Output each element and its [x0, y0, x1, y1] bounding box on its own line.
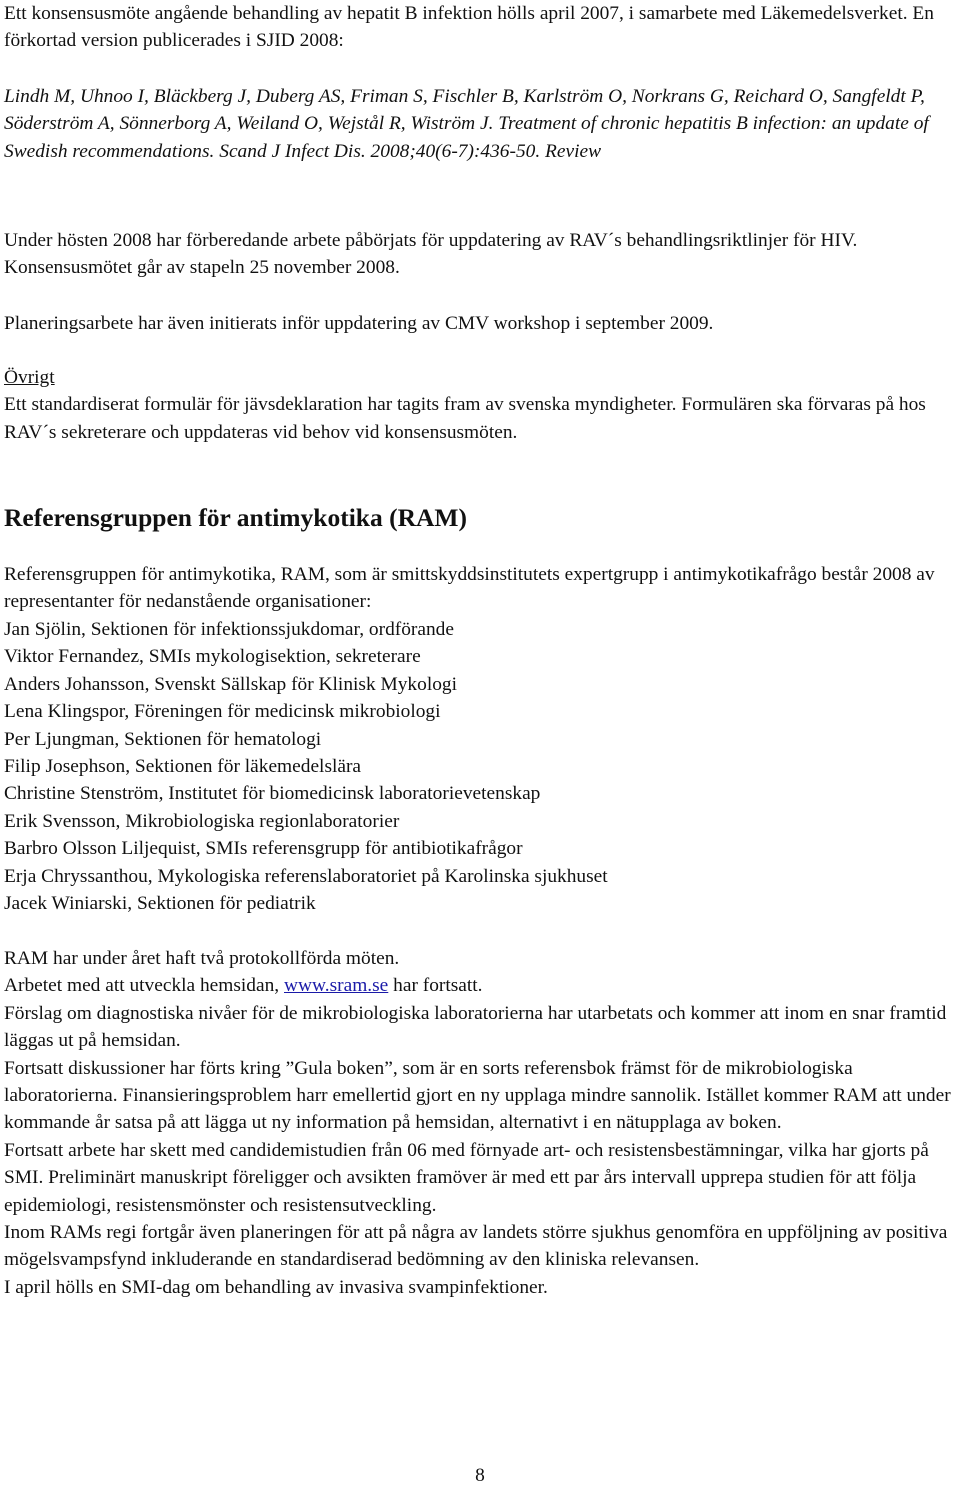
member-list-item: Christine Stenström, Institutet för biomedicinsk laboratorievetenskap: [4, 783, 541, 805]
website-prefix: Arbetet med att utveckla hemsidan,: [4, 975, 284, 997]
ovrigt-paragraph: Ett standardiserat formulär för jävsdeklaration har tagits fram av svenska myndigheter. Formulären ska förvaras på hos RAV´s sekreterare och uppdateras vid behov vid konsensusmöten.: [4, 394, 926, 443]
member-list-item: Barbro Olsson Liljequist, SMIs referensgrupp för antibiotikafrågor: [4, 838, 523, 860]
member-list-item: Erja Chryssanthou, Mykologiska referenslaboratoriet på Karolinska sjukhuset: [4, 865, 608, 887]
website-paragraph: [4, 972, 958, 999]
member-list-item: Viktor Fernandez, SMIs mykologisektion, sekreterare: [4, 646, 421, 668]
citation-reference: Lindh M, Uhnoo I, Bläckberg J, Duberg AS, Friman S, Fischler B, Karlström O, Norkrans G, Reichard O, Sangfeldt P, Söderström A, Sönnerborg A, Weiland O, Wejstål R, Wiström J. Treatment of chronic hepatitis B infection: an update of Swedish recommendations. Scand J Infect Dis. 2008;40(6-7):436-50. Review: [4, 86, 929, 162]
member-list-item: Filip Josephson, Sektionen för läkemedelslära: [4, 756, 362, 778]
website-suffix: har fortsatt.: [388, 975, 483, 997]
sram-website-link[interactable]: www.sram.se: [284, 975, 389, 997]
diagnostics-paragraph: Förslag om diagnostiska nivåer för de mikrobiologiska laboratorierna har utarbetats och kommer att inom en snar framtid läggas ut på hemsidan.: [4, 1002, 947, 1052]
member-list-item: Erik Svensson, Mikrobiologiska regionlaboratorier: [4, 810, 400, 832]
meetings-paragraph: RAM har under året haft två protokollförda möten.: [4, 948, 400, 969]
ram-activities: [4, 945, 958, 1301]
candidemia-paragraph: Fortsatt arbete har skett med candidemistudien från 06 med förnyade art- och resistensbestämningar, vilka har gjorts på SMI. Preliminärt manuskript föreligger och avsikten framöver är med ett par års intervall upprepa studien för att följa epidemiologi, resistensmönster och resistensutveckling.: [4, 1139, 929, 1216]
ovrigt-heading: Övrigt: [4, 367, 55, 388]
ram-intro-paragraph: Referensgruppen för antimykotika, RAM, som är smittskyddsinstitutets expertgrupp i antimykotikafrågo består 2008 av representanter för nedanstående organisationer:: [4, 564, 935, 613]
ovrigt-section: [4, 364, 958, 446]
member-list-item: Jacek Winiarski, Sektionen för pediatrik: [4, 893, 316, 915]
member-list-item: Lena Klingspor, Föreningen för medicinsk mikrobiologi: [4, 701, 441, 723]
hepatitis-b-paragraph: Ett konsensusmöte angående behandling av hepatit B infektion hölls april 2007, i samarbete med Läkemedelsverket. En förkortad version publicerades i SJID 2008:: [4, 3, 934, 52]
ram-section-heading: Referensgruppen för antimykotika (RAM): [4, 503, 467, 532]
member-list-item: Per Ljungman, Sektionen för hematologi: [4, 728, 322, 750]
smi-day-paragraph: I april hölls en SMI-dag om behandling av invasiva svampinfektioner.: [4, 1276, 548, 1298]
member-list-item: Anders Johansson, Svenskt Sällskap för Klinisk Mykologi: [4, 673, 457, 695]
mould-paragraph: Inom RAMs regi fortgår även planeringen för att på några av landets större sjukhus genomföra en uppföljning av positiva mögelsvampsfynd inkluderande en standardiserad bedömning av den kliniska relevansen.: [4, 1222, 948, 1271]
ram-member-list: [4, 616, 958, 917]
gula-boken-paragraph: Fortsatt diskussioner har förts kring ”Gula boken”, som är en sorts referensbok främst för de mikrobiologiska laboratorierna. Finansieringsproblem harr emellertid gjort en ny upplaga mindre sannolik. Istället kommer RAM att under kommande år satsa på att lägga ut ny information på hemsidan, alternativt i en nätupplaga av boken.: [4, 1057, 951, 1134]
page-number: 8: [475, 1465, 485, 1486]
hiv-paragraph: Under hösten 2008 har förberedande arbete påbörjats för uppdatering av RAV´s behandlingsriktlinjer för HIV. Konsensusmötet går av stapeln 25 november 2008.: [4, 230, 858, 279]
member-list-item: Jan Sjölin, Sektionen för infektionssjukdomar, ordförande: [4, 619, 454, 640]
cmv-paragraph: Planeringsarbete har även initierats inför uppdatering av CMV workshop i september 2009.: [4, 313, 714, 334]
